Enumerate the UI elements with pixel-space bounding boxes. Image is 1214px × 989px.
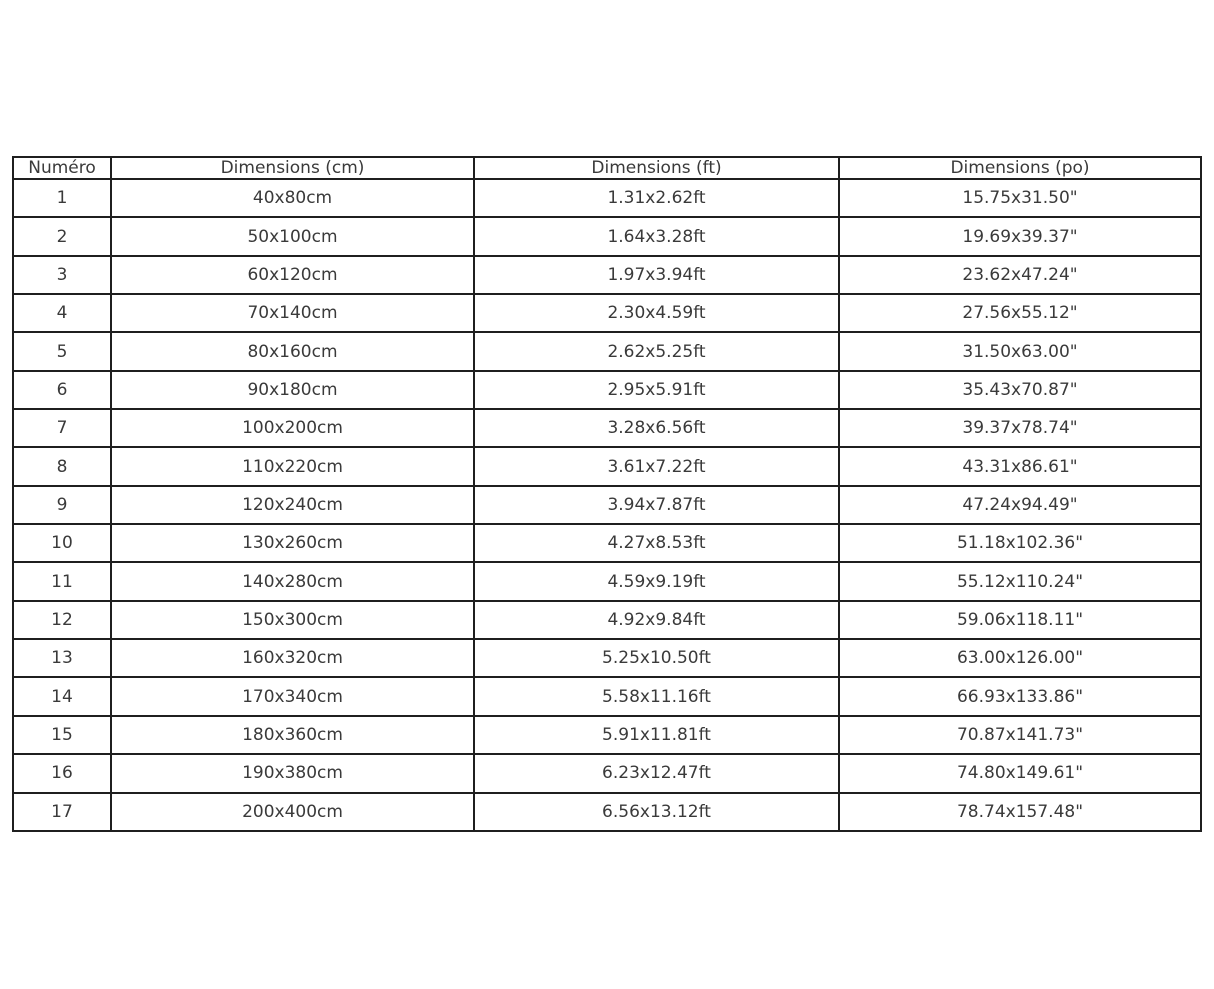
cell-po: 74.80x149.61"	[839, 754, 1201, 792]
cell-po: 31.50x63.00"	[839, 332, 1201, 370]
table-row	[13, 371, 1201, 409]
cell-po: 51.18x102.36"	[839, 524, 1201, 562]
cell-cm: 150x300cm	[111, 601, 474, 639]
cell-ft: 4.27x8.53ft	[474, 524, 839, 562]
cell-ft: 1.31x2.62ft	[474, 179, 839, 217]
cell-po: 35.43x70.87"	[839, 371, 1201, 409]
table-body	[13, 179, 1201, 831]
cell-numero: 11	[13, 562, 111, 600]
table-row	[13, 524, 1201, 562]
cell-po: 59.06x118.11"	[839, 601, 1201, 639]
cell-po: 63.00x126.00"	[839, 639, 1201, 677]
cell-cm: 70x140cm	[111, 294, 474, 332]
cell-po: 66.93x133.86"	[839, 677, 1201, 715]
header-row	[13, 157, 1201, 179]
table-row	[13, 179, 1201, 217]
col-header-ft: Dimensions (ft)	[474, 157, 839, 179]
cell-numero: 17	[13, 793, 111, 832]
cell-cm: 180x360cm	[111, 716, 474, 754]
cell-numero: 10	[13, 524, 111, 562]
cell-numero: 8	[13, 447, 111, 485]
cell-po: 70.87x141.73"	[839, 716, 1201, 754]
cell-numero: 16	[13, 754, 111, 792]
cell-ft: 1.97x3.94ft	[474, 256, 839, 294]
table-row	[13, 562, 1201, 600]
cell-numero: 3	[13, 256, 111, 294]
table-row	[13, 447, 1201, 485]
cell-po: 39.37x78.74"	[839, 409, 1201, 447]
cell-ft: 4.59x9.19ft	[474, 562, 839, 600]
cell-ft: 5.58x11.16ft	[474, 677, 839, 715]
cell-numero: 5	[13, 332, 111, 370]
table-header	[13, 157, 1201, 179]
table-row	[13, 409, 1201, 447]
cell-cm: 120x240cm	[111, 486, 474, 524]
table-row	[13, 294, 1201, 332]
cell-cm: 160x320cm	[111, 639, 474, 677]
cell-numero: 4	[13, 294, 111, 332]
cell-cm: 130x260cm	[111, 524, 474, 562]
table-row	[13, 256, 1201, 294]
cell-cm: 190x380cm	[111, 754, 474, 792]
cell-numero: 13	[13, 639, 111, 677]
cell-numero: 6	[13, 371, 111, 409]
cell-numero: 14	[13, 677, 111, 715]
cell-ft: 2.95x5.91ft	[474, 371, 839, 409]
cell-cm: 140x280cm	[111, 562, 474, 600]
cell-ft: 2.30x4.59ft	[474, 294, 839, 332]
cell-po: 47.24x94.49"	[839, 486, 1201, 524]
cell-numero: 1	[13, 179, 111, 217]
cell-numero: 12	[13, 601, 111, 639]
cell-po: 23.62x47.24"	[839, 256, 1201, 294]
table-row	[13, 486, 1201, 524]
table-row	[13, 716, 1201, 754]
cell-ft: 3.94x7.87ft	[474, 486, 839, 524]
cell-ft: 1.64x3.28ft	[474, 217, 839, 255]
cell-cm: 90x180cm	[111, 371, 474, 409]
cell-ft: 6.56x13.12ft	[474, 793, 839, 832]
dimensions-table	[12, 156, 1202, 832]
cell-cm: 40x80cm	[111, 179, 474, 217]
cell-cm: 50x100cm	[111, 217, 474, 255]
cell-numero: 7	[13, 409, 111, 447]
cell-ft: 5.25x10.50ft	[474, 639, 839, 677]
cell-cm: 80x160cm	[111, 332, 474, 370]
cell-po: 15.75x31.50"	[839, 179, 1201, 217]
table-row	[13, 639, 1201, 677]
cell-ft: 5.91x11.81ft	[474, 716, 839, 754]
table-row	[13, 793, 1201, 832]
cell-po: 43.31x86.61"	[839, 447, 1201, 485]
cell-numero: 15	[13, 716, 111, 754]
table-row	[13, 677, 1201, 715]
cell-po: 78.74x157.48"	[839, 793, 1201, 832]
col-header-numero: Numéro	[13, 157, 111, 179]
cell-cm: 200x400cm	[111, 793, 474, 832]
table-row	[13, 754, 1201, 792]
cell-ft: 4.92x9.84ft	[474, 601, 839, 639]
cell-cm: 100x200cm	[111, 409, 474, 447]
col-header-po: Dimensions (po)	[839, 157, 1201, 179]
cell-ft: 3.28x6.56ft	[474, 409, 839, 447]
cell-numero: 2	[13, 217, 111, 255]
table-row	[13, 217, 1201, 255]
cell-ft: 3.61x7.22ft	[474, 447, 839, 485]
cell-ft: 2.62x5.25ft	[474, 332, 839, 370]
table-row	[13, 332, 1201, 370]
cell-cm: 110x220cm	[111, 447, 474, 485]
table-row	[13, 601, 1201, 639]
col-header-cm: Dimensions (cm)	[111, 157, 474, 179]
cell-po: 19.69x39.37"	[839, 217, 1201, 255]
cell-po: 55.12x110.24"	[839, 562, 1201, 600]
cell-numero: 9	[13, 486, 111, 524]
cell-po: 27.56x55.12"	[839, 294, 1201, 332]
cell-ft: 6.23x12.47ft	[474, 754, 839, 792]
cell-cm: 170x340cm	[111, 677, 474, 715]
cell-cm: 60x120cm	[111, 256, 474, 294]
